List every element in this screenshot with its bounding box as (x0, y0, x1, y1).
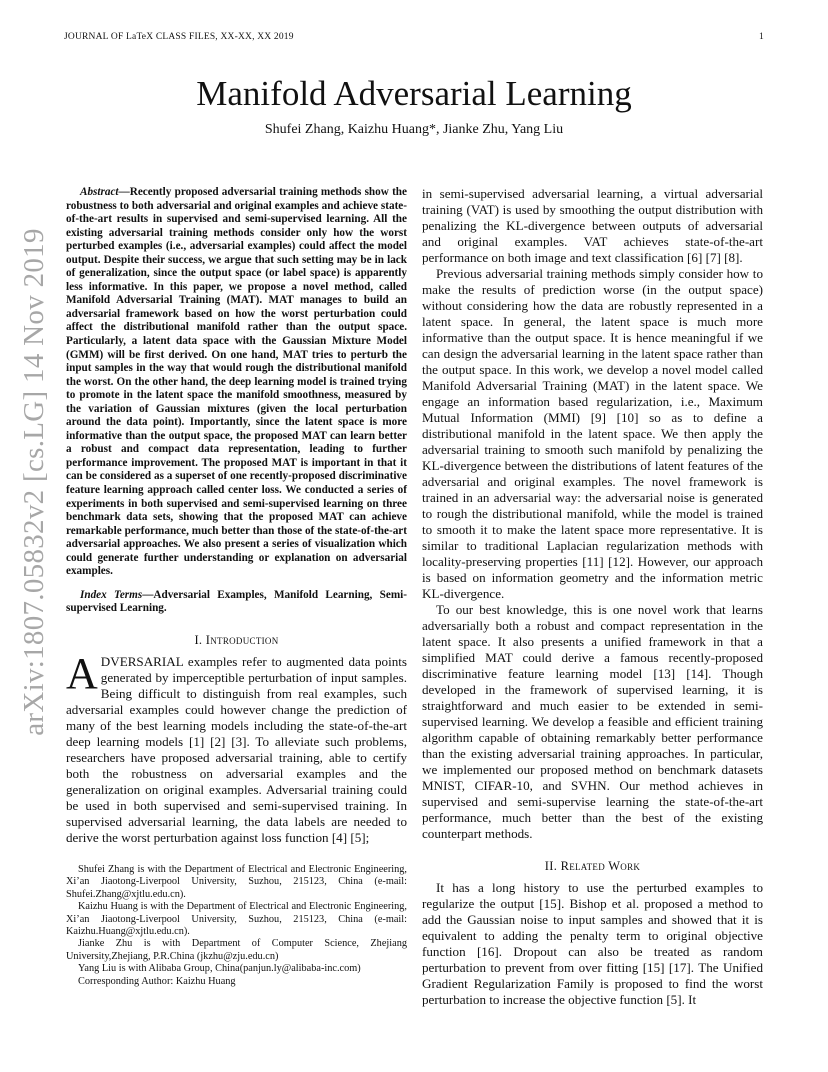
intro-p1-text: DVERSARIAL examples refer to augmented data points generated by imperceptible perturbation of input samples. Being difficult to distinguish from real examples, such adversarial examples could however change the prediction of many of the best learning models including the state-of-the-art deep learning models [1] [2] [3]. To alleviate such problems, researchers have proposed adversarial training, able to certify both the robustness on adversarial examples and the generalization on original examples. Adversarial training could be used in both supervised and semi-supervised training. In supervised adversarial learning, the data labels are needed to derive the worst perturbation against loss function [4] [5]; (66, 653, 407, 845)
arxiv-stamp: arXiv:1807.05832v2 [cs.LG] 14 Nov 2019 (18, 228, 50, 736)
intro-heading: I. Introduction (194, 632, 279, 647)
intro-paragraph-1 (66, 648, 407, 846)
related-heading: II. Related Work (544, 859, 641, 873)
paper-authors: Shufei Zhang, Kaizhu Huang*, Jianke Zhu, Yang Liu (264, 122, 564, 137)
footnote-1: Shufei Zhang is with the Department of Electrical and Electronic Engineering, Xi’an Jiaotong-Liverpool University, Suzhou, 215123, China (e-mail: Shufei.Zhang@xjtlu.edu.cn). (66, 863, 407, 900)
abstract-text: —Recently proposed adversarial training methods show the robustness to both adversarial and original examples and achieve state-of-the-art results in supervised and semi-supervised learning. All the existing adversarial training methods consider only how the worst perturbed examples (i.e., adversarial examples) could affect the model output. Despite their success, we argue that such setting may be in lack of generalization, since the output space (or label space) is apparently less informative. In this paper, we propose a novel method, called Manifold Adversarial Training (MAT). MAT manages to build an adversarial framework based on how the worst perturbation could affect the distributional manifold rather than the output space. Particularly, a latent data space with the Gaussian Mixture Model (GMM) will be first derived. On one hand, MAT tries to perturb the input samples in the way that would rough the distributional manifold the worst. On the other hand, the deep learning model is trained trying to promote in the latent space the manifold smoothness, measured by the variation of Gaussian mixtures (given the local perturbation around the data point). Importantly, since the latent space is more informative than the output space, the proposed MAT can learn better a robust and compact data representation, leading to further performance improvement. The proposed MAT is important in that it can be considered as a superset of one recently-proposed discriminative feature learning approach called center loss. We conducted a series of experiments in both supervised and semi-supervised learning on three benchmark data sets, showing that the proposed MAT can achieve remarkable performance, much better than those of the state-of-the-art adversarial approaches. We also present a series of visualization which could generate further understanding or explanation on adversarial examples. (66, 186, 407, 578)
index-terms-text: —Adversarial Examples, Manifold Learning, Semi-supervised Learning. (66, 588, 407, 615)
right-column (422, 186, 763, 1008)
footnote-5: Corresponding Author: Kaizhu Huang (78, 975, 236, 987)
intro-paragraph-2: Previous adversarial training methods simply consider how to make the results of prediction worse (in the output space) without considering how the data are robustly represented in a latent space. In general, the latent space is much more informative than the output space. It is hence meaningful if we can design the adversarial learning in the latent space rather than the output space. In this work, we develop a novel model called Manifold Adversarial Training (MAT) in the latent space. We engage an information based regularization, i.e., Maximum Mutual Information (MMI) [9] [10] so as to define a distributional manifold in the latent space. We then apply the adversarial training to smooth such manifold by penalizing the KL-divergence between the distributions of latent features of the adversarial and original examples. The novel framework is trained in an adversarial way: the adversarial noise is generated to rough the distributional manifold, while the model is trained to smooth it to make the latent space more representative. It is similar to traditional Laplacian regularization methods with locality-preserving properties [11] [12]. However, our approach is based on information geometry and the information metric KL-divergence. (422, 266, 763, 601)
abstract (66, 186, 407, 579)
journal-header: JOURNAL OF LaTeX CLASS FILES, XX-XX, XX 2019 (64, 32, 294, 42)
dropcap: A (66, 648, 98, 698)
paper-title: Manifold Adversarial Learning (196, 74, 632, 113)
intro-paragraph-3: To our best knowledge, this is one novel work that learns adversarially both a robust and compact representation in the latent space. It also presents a unified framework in that a simplified MAT could derive a famous recently-proposed discriminative feature learning model [13] [14]. Though developed in the framework of supervised learning, it is straightforward and much easier to be extended in semi-supervised learning. We develop a feasible and efficient training algorithm capable of obtaining remarkably better performance than the existing adversarial training approaches. In particular, we implemented our proposed method on benchmark datasets MNIST, CIFAR-10, and SVHN. Our method achieves in supervised and semi-supervise learning the state-of-the-art performance, much better than the best of the existing counterpart methods. (422, 602, 763, 841)
footnotes (66, 864, 407, 988)
index-terms-lead: Index Terms (80, 588, 143, 601)
running-header (64, 32, 764, 46)
footnote-3: Jianke Zhu is with Department of Computer Science, Zhejiang University,Zhejiang, P.R.China (jkzhu@zju.edu.cn) (66, 938, 407, 962)
footnote-2: Kaizhu Huang is with the Department of Electrical and Electronic Engineering, Xi’an Jiaotong-Liverpool University, Suzhou, 215123, China (e-mail: Kaizhu.Huang@xjtlu.edu.cn). (66, 901, 407, 937)
related-paragraph-1: It has a long history to use the perturbed examples to regularize the output [15]. Bishop et al. proposed a method to add the Gaussian noise to input samples and showed that it is equivalent to adding the penalty term to original objective function [16]. Dropout can also be treated as random perturbation to prevent from over fitting [15] [17]. The Unified Gradient Regularization Family is proposed to find the worst perturbation to increase the objective function [5]. It (422, 880, 763, 1007)
abstract-lead: Abstract (80, 186, 119, 198)
footnote-4: Yang Liu is with Alibaba Group, China(panjun.ly@alibaba-inc.com) (78, 963, 361, 975)
left-column (66, 186, 407, 988)
page-number: 1 (759, 32, 764, 42)
index-terms (66, 589, 407, 616)
intro-paragraph-1-cont: in semi-supervised adversarial learning, a virtual adversarial training (VAT) is used by smoothing the output distribution with penalizing the KL-divergence between outputs of adversarial and original examples. VAT achieves state-of-the-art performance on both image and text classification [6] [7] [8]. (422, 186, 763, 265)
